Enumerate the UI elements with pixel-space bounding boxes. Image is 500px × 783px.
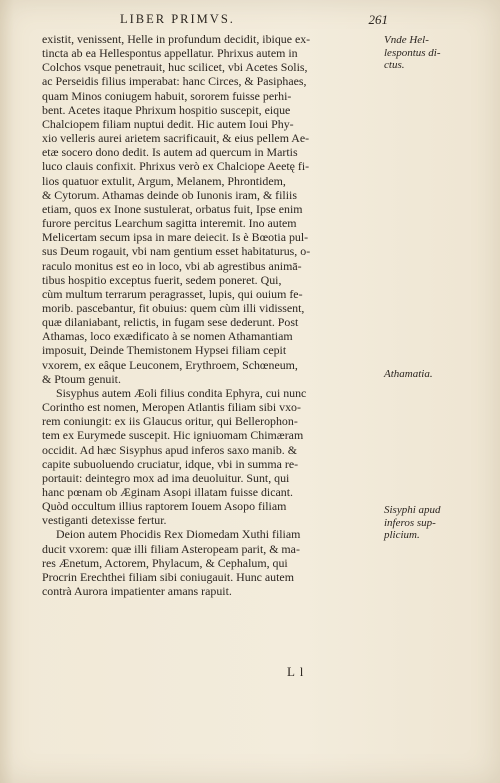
page-number: 261 (368, 12, 388, 27)
text-line: Melicertam secum ipsa in mare deiecit. Is è Bœotia pul- (42, 230, 309, 245)
text-line: etæ socero dono dedit. Is autem ad quercum in Martis (42, 145, 298, 160)
text-line: Athamas, loco exædificato à se nomen Athamantiam (42, 329, 293, 344)
text-line: existit, venissent, Helle in profundum decidit, ibique ex- (42, 32, 311, 46)
text-line: quam Minos coniugem habuit, sororem fuisse perhi- (42, 88, 292, 103)
text-line: bent. Acetes itaque Phrixum hospitio suscepit, eique (42, 102, 291, 117)
text-line: Sisyphus autem Æoli filius condita Ephyra, cui nunc (56, 385, 307, 400)
text-line: rem coniungit: ex iis Glaucus oritur, qui Bellerophon- (42, 414, 298, 429)
marginal-note-athamatia (384, 368, 476, 381)
text-line: ducit vxorem: quæ illi filiam Asteropeam parit, & ma- (42, 541, 300, 556)
marginal-line: lespontus di- (384, 46, 441, 59)
text-line: cùm multum terrarum peragrasset, lupis, qui ouium fe- (42, 286, 303, 301)
text-line: furore percitus Learchum sagitta interemit. Ino autem (42, 216, 297, 231)
marginal-line: Sisyphi apud (384, 504, 441, 516)
text-line: & Ptoum genuit. (42, 371, 121, 386)
text-line: hanc pœnam ob Æginam Asopi illatam fuisse dicant. (42, 485, 293, 499)
text-line: quæ dilaniabant, relictis, in fugam sese dederunt. Post (42, 315, 299, 330)
text-line: contrà Aurora impatienter amans rapuit. (42, 584, 232, 599)
marginal-line: inferos sup- (384, 516, 436, 529)
text-line: Corintho est nomen, Meropen Atlantis filiam sibi vxo- (42, 400, 301, 415)
marginal-line: ctus. (384, 59, 405, 71)
text-line: luco clauis confixit. Phrixus verò ex Chalciope Aeetę fi- (42, 159, 310, 174)
text-line: tincta ab ea Hellespontus appellatur. Phrixus autem in (42, 46, 298, 61)
text-line: res Ænetum, Actorem, Phylacum, & Cephalum, qui (42, 555, 288, 570)
text-line: ac Perseidis filius imperabat: hanc Circes, & Pasiphaes, (42, 74, 307, 89)
text-line: sus Deum rogauit, vbi nam gentium esset habitaturus, o- (42, 244, 311, 259)
text-line: morib. pascebantur, fit obuius: quem cùm illi vidissent, (42, 300, 305, 315)
marginal-line: Vnde Hel- (384, 34, 429, 46)
text-line: tem ex Eurymede suscepit. Hic igniuomam Chimæram (42, 428, 304, 443)
running-head-title: LIBER PRIMVS. (120, 12, 235, 26)
text-line: xio velleris aurei arietem sacrificauit, & eius pellem Ae- (42, 131, 310, 146)
text-line: portauit: deintegro mox ad ima deuoluitur. Sunt, qui (42, 470, 290, 485)
main-text (42, 32, 376, 598)
signature-mark: L l (287, 664, 305, 679)
marginal-line: Athamatia. (384, 368, 433, 380)
text-line: & Cytorum. Athamas deinde ob Iunonis iram, & filiis (42, 187, 297, 202)
text-line: vxorem, ex eâque Leuconem, Erythroem, Schœneum, (42, 357, 298, 372)
marginal-line: plicium. (384, 529, 420, 541)
text-line: lios quatuor extulit, Argum, Melanem, Phrontidem, (42, 173, 286, 188)
text-line: capite subuoluendo cruciatur, idque, vbi in summa re- (42, 456, 299, 471)
text-line: tibus hospitio exceptus fuerit, sedem poneret. Qui, (42, 272, 282, 287)
marginal-note-sisyphus (384, 504, 476, 542)
text-line: Colchos vsque penetrauit, huc scilicet, vbi Acetes Solis, (42, 60, 308, 75)
text-line: etiam, quos ex Inone sustulerat, orbatus fuit, Ipse enim (42, 201, 303, 216)
text-line: Procrin Erechthei filiam sibi coniugauit. Hunc autem (42, 569, 294, 584)
text-line: raculo monitus est eo in loco, vbi ab agrestibus animā- (42, 258, 302, 273)
text-line: Deion autem Phocidis Rex Diomedam Xuthi filiam (56, 527, 301, 542)
paragraph-3 (42, 527, 376, 598)
text-line: imposuit, Deinde Themistonem Hypsei filiam cepit (42, 343, 287, 358)
marginal-note-hellespontus (384, 34, 476, 72)
text-line: Chalciopem filiam nuptui dedit. Hic autem Ioui Phy- (42, 116, 294, 131)
text-line: Quòd occultum illius raptorem Iouem Asopo filiam (42, 499, 287, 514)
text-line: occidit. Ad hæc Sisyphus apud inferos saxo manib. & (42, 442, 297, 457)
paragraph-1 (42, 32, 376, 386)
text-line: vestiganti detexisse fertur. (42, 513, 167, 528)
paragraph-2 (42, 386, 376, 528)
